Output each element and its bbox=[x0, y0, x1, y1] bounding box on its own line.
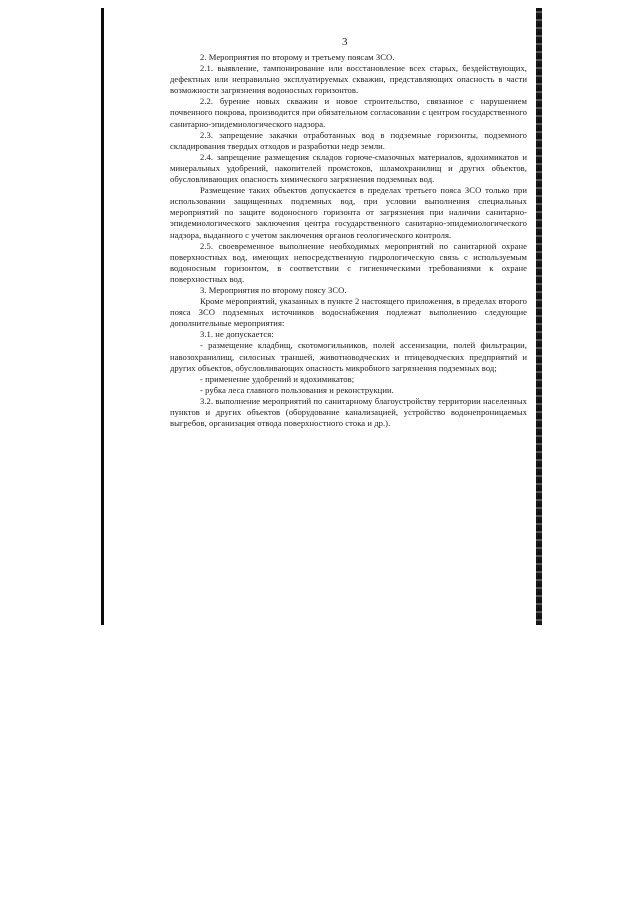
section-3-intro: Кроме мероприятий, указанных в пункте 2 настоящего приложения, в пределах второго пояса ЗСО подземных источников водоснабжения подлежат выполнению следующие дополнительные мероприятия: bbox=[170, 296, 527, 329]
section-3-heading: 3. Мероприятия по второму поясу ЗСО. bbox=[200, 284, 347, 295]
bullet-fertilizers: - применение удобрений и ядохимикатов; bbox=[200, 373, 355, 384]
item-2-2: 2.2. бурение новых скважин и новое строительство, связанное с нарушением почвенного покрова, производится при обязательном согласовании с центром государственного санитарно-эпидемиологического надзора. bbox=[170, 96, 527, 129]
scan-edge-right bbox=[536, 8, 542, 625]
page-number: 3 bbox=[342, 36, 348, 48]
section-2-heading: 2. Мероприятия по второму и третьему поясам ЗСО. bbox=[200, 52, 395, 62]
item-3-1: 3.1. не допускается: bbox=[200, 329, 274, 340]
item-3-2: 3.2. выполнение мероприятий по санитарному благоустройству территории населенных пунктов и других объектов (оборудование канализацией, устройство водонепроницаемых выгребов, организация отвода поверхностного стока и др.). bbox=[170, 395, 527, 429]
item-2-3: 2.3. запрещение закачки отработанных вод в подземные горизонты, подземного складирования твердых отходов и разработки недр земли. bbox=[170, 129, 527, 151]
placement-note: Размещение таких объектов допускается в пределах третьего пояса ЗСО только при использовании защищенных подземных вод, при условии выполнения специальных мероприятий по защите водоносного горизонта от загрязнения при наличии санитарно-эпидемиологического заключения центра государственного санитарно-эпидемиологического надзора, выданного с учетом заключения органов геологического контроля. bbox=[170, 185, 527, 240]
item-2-4: 2.4. запрещение размещения складов горюче-смазочных материалов, ядохимикатов и минеральных удобрений, накопителей промстоков, шламохранилищ и других объектов, обусловливающих опасность химического загрязнения подземных вод. bbox=[170, 151, 527, 185]
item-2-1: 2.1. выявление, тампонирование или восстановление всех старых, бездействующих, дефектных или неправильно эксплуатируемых скважин, представляющих опасность в части возможности загрязнения водоносных горизонтов. bbox=[170, 63, 527, 96]
scan-edge-left bbox=[101, 8, 104, 625]
bullet-logging: - рубка леса главного пользования и реконструкции. bbox=[200, 384, 394, 395]
document-body bbox=[170, 52, 527, 429]
bullet-burial-sites: - размещение кладбищ, скотомогильников, полей ассенизации, полей фильтрации, навозохранилищ, силосных траншей, животноводческих и птицеводческих предприятий и других объектов, обусловливающих опасность микробного загрязнения подземных вод; bbox=[170, 340, 527, 373]
item-2-5: 2.5. своевременное выполнение необходимых мероприятий по санитарной охране поверхностных вод, имеющих непосредственную гидрологическую связь с используемым водоносным горизонтом, в соответствии с гигиеническими требованиями к охране поверхностных вод. bbox=[170, 240, 527, 284]
